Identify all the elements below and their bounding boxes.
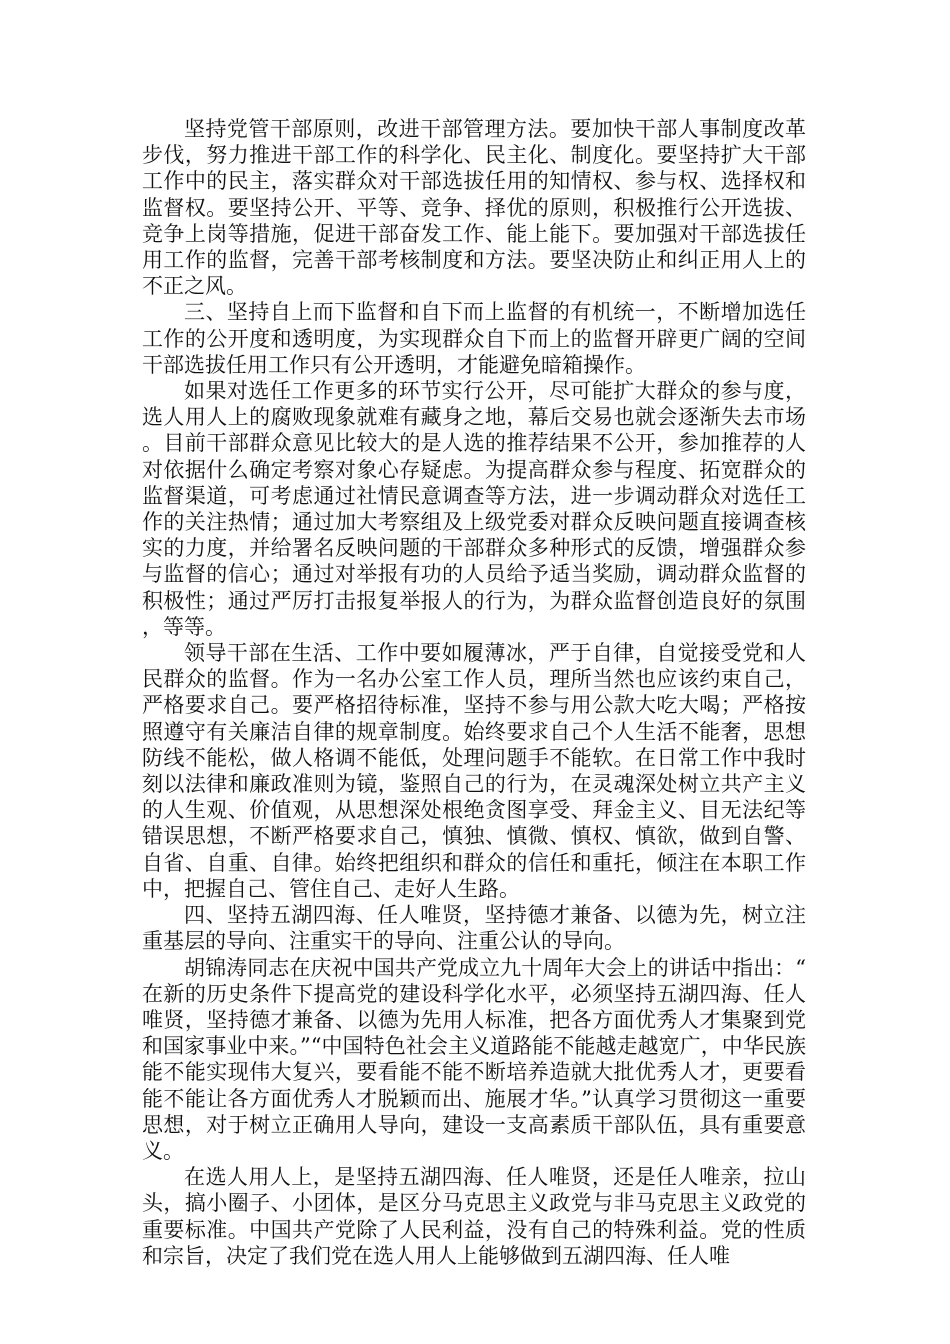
paragraph-section-three-heading: 三、坚持自上而下监督和自下而上监督的有机统一，不断增加选任工作的公开度和透明度，为实现群众自下而上的监督开辟更广阔的空间干部选拔任用工作只有公开透明，才能避免暗箱操作。 (142, 300, 806, 377)
paragraph-hu-jintao-speech: 胡锦涛同志在庆祝中国共产党成立九十周年大会上的讲话中指出：“在新的历史条件下提高党的建设科学化水平，必须坚持五湖四海、任人唯贤，坚持德才兼备、以德为先用人标准，把各方面优秀人才集聚到党和国家事业中来。”“中国特色社会主义道路能不能越走越宽广，中华民族能不能实现伟大复兴，要看能不能不断培养造就大批优秀人才，更要看能不能让各方面优秀人才脱颖而出、施展才华。”认真学习贯彻这一重要思想，对于树立正确用人导向，建设一支高素质干部队伍，具有重要意义。 (142, 955, 806, 1163)
paragraph-selection-standards: 在选人用人上，是坚持五湖四海、任人唯贤，还是任人唯亲，拉山头，搞小圈子、小团体，是区分马克思主义政党与非马克思主义政党的重要标准。中国共产党除了人民利益，没有自己的特殊利益。党的性质和宗旨，决定了我们党在选人用人上能够做到五湖四海、任人唯 (142, 1165, 806, 1268)
paragraph-public-participation: 如果对选任工作更多的环节实行公开，尽可能扩大群众的参与度，选人用人上的腐败现象就难有藏身之地，幕后交易也就会逐渐失去市场。目前干部群众意见比较大的是人选的推荐结果不公开，参加推荐的人对依据什么确定考察对象心存疑虑。为提高群众参与程度、拓宽群众的监督渠道，可考虑通过社情民意调查等方法，进一步调动群众对选任工作的关注热情；通过加大考察组及上级党委对群众反映问题直接调查核实的力度，并给署名反映问题的干部群众多种形式的反馈，增强群众参与监督的信心；通过对举报有功的人员给予适当奖励，调动群众监督的积极性；通过严厉打击报复举报人的行为，为群众监督创造良好的氛围，等等。 (142, 379, 806, 639)
document-body (142, 116, 806, 1269)
paragraph-section-four-heading: 四、坚持五湖四海、任人唯贤，坚持德才兼备、以德为先，树立注重基层的导向、注重实干的导向、注重公认的导向。 (142, 903, 806, 954)
paragraph-self-discipline: 领导干部在生活、工作中要如履薄冰，严于自律，自觉接受党和人民群众的监督。作为一名办公室工作人员，理所当然也应该约束自己，严格要求自己。要严格招待标准，坚持不参与用公款大吃大喝；严格按照遵守有关廉洁自律的规章制度。始终要求自己个人生活不能奢，思想防线不能松，做人格调不能低，处理问题手不能软。在日常工作中我时刻以法律和廉政准则为镜，鉴照自己的行为，在灵魂深处树立共产主义的人生观、价值观，从思想深处根绝贪图享受、拜金主义、目无法纪等错误思想，不断严格要求自己，慎独、慎微、慎权、慎欲，做到自警、自省、自重、自律。始终把组织和群众的信任和重托，倾注在本职工作中，把握自己、管住自己、走好人生路。 (142, 641, 806, 901)
paragraph-cadre-management: 坚持党管干部原则，改进干部管理方法。要加快干部人事制度改革步伐，努力推进干部工作的科学化、民主化、制度化。要坚持扩大干部工作中的民主，落实群众对干部选拔任用的知情权、参与权、选择权和监督权。要坚持公开、平等、竞争、择优的原则，积极推行公开选拔、竞争上岗等措施，促进干部奋发工作、能上能下。要加强对干部选拔任用工作的监督，完善干部考核制度和方法。要坚决防止和纠正用人上的不正之风。 (142, 117, 806, 299)
